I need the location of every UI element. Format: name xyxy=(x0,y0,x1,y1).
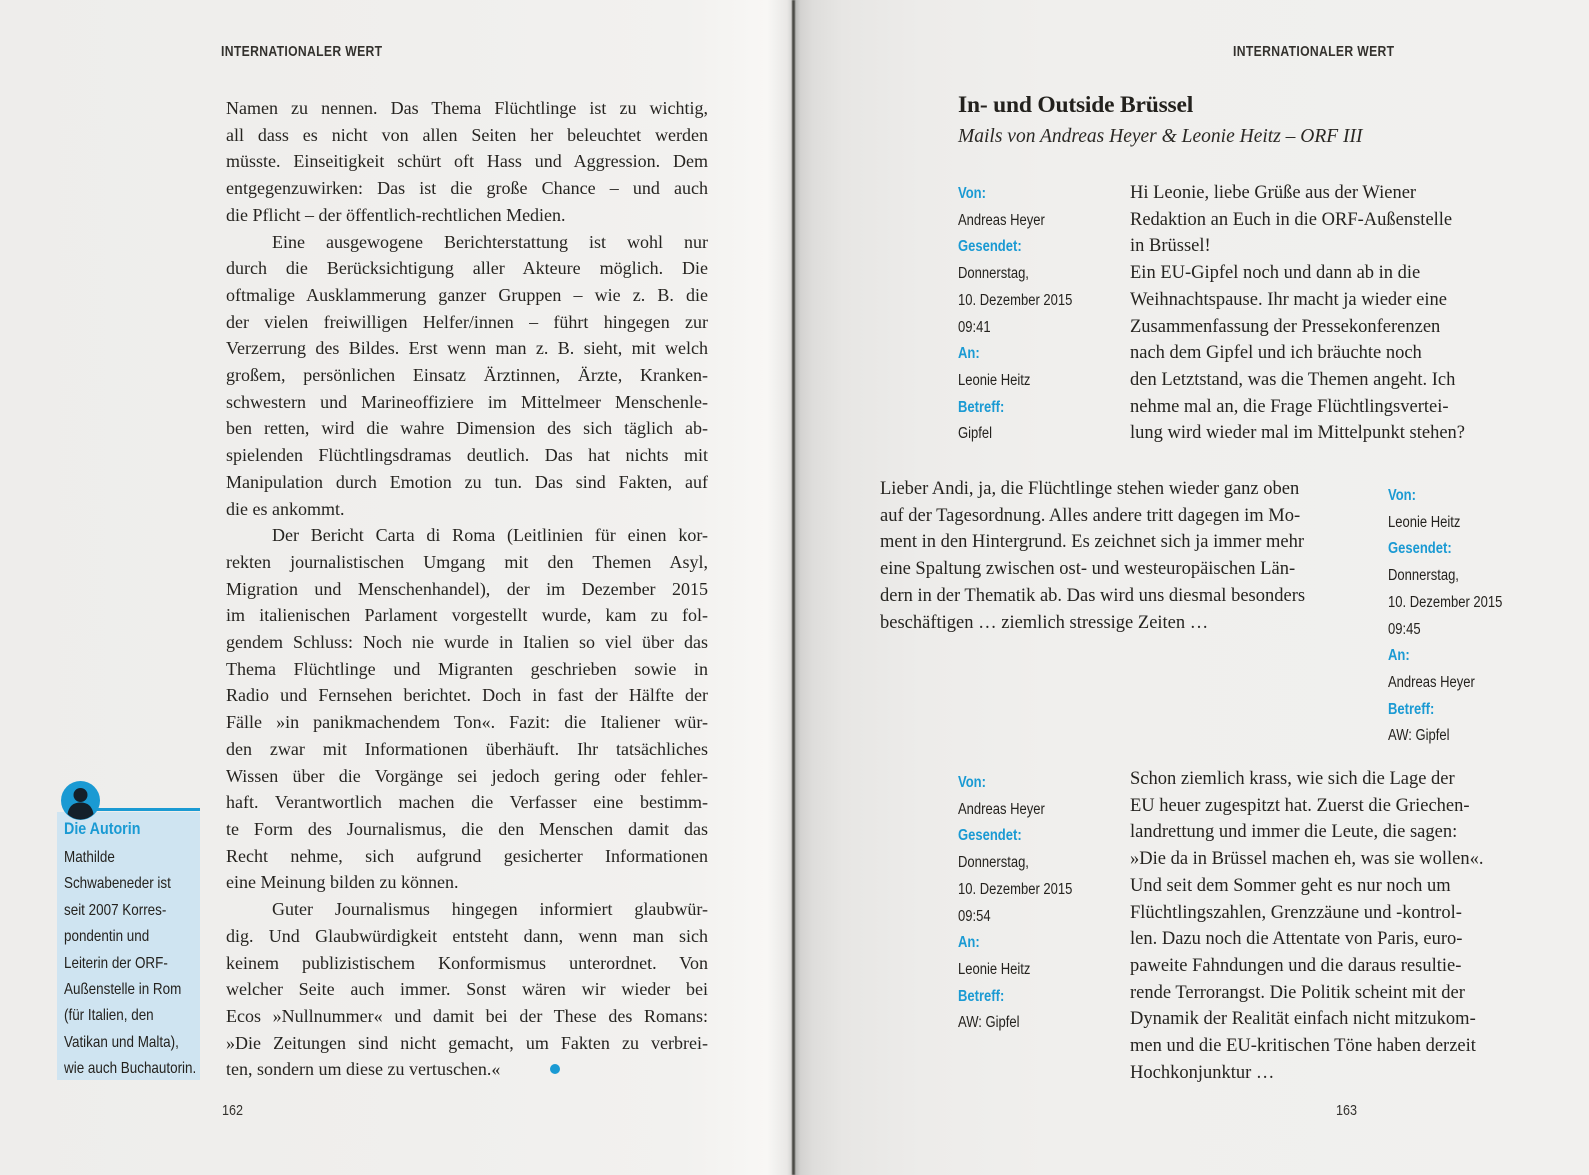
author-box-rule xyxy=(96,808,200,811)
email-meta-label: Betreff: xyxy=(958,398,1005,416)
email-meta-value: Andreas Heyer xyxy=(1388,673,1475,691)
email-meta-label: An: xyxy=(1388,647,1410,665)
email-meta-label: Von: xyxy=(958,185,986,202)
email-meta-label: Gesendet: xyxy=(1388,540,1452,558)
email-meta-value: Leonie Heitz xyxy=(958,960,1031,978)
email-meta-label: An: xyxy=(958,345,980,363)
email-meta-value: Leonie Heitz xyxy=(1388,513,1461,531)
email-meta-label: Von: xyxy=(1388,487,1416,504)
email-body: Lieber Andi, ja, die Flüchtlinge stehen wieder ganz oben auf der Tagesordnung. Alles andere tritt dagegen im Mo- ment in den Hintergrund. Es zeichnet sich ja immer mehr eine Spaltung zwischen ost- und westeuropäischen Län- dern in der Thematik ab. Das wird uns diesmal besonders beschäftigen … ziemlich stressige Zeiten … xyxy=(880,479,1306,633)
author-box-title: Die Autorin xyxy=(64,819,141,838)
email-meta-value: Leonie Heitz xyxy=(958,371,1031,389)
email-meta-value: Donnerstag, 10. Dezember 2015 09:54 xyxy=(958,854,1073,925)
body-paragraph: Der Bericht Carta di Roma (Leitlinien für einen kor- rekten journalistischen Umgang mit den Themen Asyl, Migration und Menschenhandel), der im Dezember 2015 im italienischen Parlament vorgestellt wurde, kam zu fol- gendem Schluss: Noch nie wurde in Italien so viel über das Thema Flüchtlinge und Migranten geschrieben sowie in Radio und Fernsehen berichtet. Doch in fast der Hälfte der Fälle »in panikmachendem Ton«. Fazit: die Italiener wür- den zwar mit Informationen überhäuft. Ihr tatsächliches Wissen über die Vorgänge sei jedoch gering oder fehler- haft. Verantwortlich machen die Verfasser eine bestimm- te Form des Journalismus, die den Menschen damit das Recht nehme, sich aufgrund gesicherter Informationen eine Meinung bilden zu können. xyxy=(226,525,708,893)
email-meta-value: AW: Gipfel xyxy=(1388,727,1450,745)
email-meta xyxy=(1388,483,1548,750)
person-icon xyxy=(61,781,100,820)
email-meta-value: Donnerstag, 10. Dezember 2015 09:41 xyxy=(958,265,1073,336)
article-title: In- und Outside Brüssel xyxy=(958,92,1194,118)
email-meta-label: Gesendet: xyxy=(958,238,1022,256)
page-number: 162 xyxy=(222,1102,244,1119)
article-subtitle: Mails von Andreas Heyer & Leonie Heitz – ORF III xyxy=(958,126,1363,147)
article-body-column xyxy=(226,95,708,1083)
body-paragraph: Eine ausgewogene Berichterstattung ist wohl nur durch die Berücksichtigung aller Akteure möglich. Die oftmalige Ausklammerung ganzer Gruppen – wie z. B. die der vielen freiwilligen Helfer/innen – führt hingegen zur Verzerrung des Bildes. Erst wenn man z. B. sieht, mit welch großem, persönlichen Einsatz Ärztinnen, Ärzte, Kranken- schwestern und Marineoffiziere im Mittelmeer Menschenle- ben retten, wird die wahre Dimension des sich täglich ab- spielenden Flüchtlingsdramas deutlich. Das hat nichts mit Manipulation durch Emotion zu tun. Das sind Fakten, auf die es ankommt. xyxy=(226,231,708,519)
author-box-text: Mathilde Schwabeneder ist seit 2007 Korres- pondentin und Leiterin der ORF- Außenstelle in Rom (für Italien, den Vatikan und Malta), wie auch Buchautorin. xyxy=(64,849,197,1078)
article-end-dot xyxy=(550,1064,560,1074)
email-meta-value: Donnerstag, 10. Dezember 2015 09:45 xyxy=(1388,567,1503,638)
email-meta-value: Andreas Heyer xyxy=(958,211,1045,229)
page-right xyxy=(795,0,1589,1175)
email-meta-value: AW: Gipfel xyxy=(958,1014,1020,1032)
email-meta-label: Von: xyxy=(958,774,986,791)
body-paragraph: Namen zu nennen. Das Thema Flüchtlinge ist zu wichtig, all dass es nicht von allen Seiten her beleuchtet werden müsste. Einseitigkeit schürt oft Hass und Aggression. Dem entgegenzuwirken: Das ist die große Chance – und auch die Pflicht – der öffentlich-rechtlichen Medien. xyxy=(226,98,708,225)
email-body: Hi Leonie, liebe Grüße aus der Wiener Redaktion an Euch in die ORF-Außenstelle in Brüssel! Ein EU-Gipfel noch und dann ab in die Weihnachtspause. Ihr macht ja wieder eine Zusammenfassung der Pressekonferenzen nach dem Gipfel und ich bräuchte noch den Letztstand, was die Themen angeht. Ich nehme mal an, die Frage Flüchtlingsvertei- lung wird wieder mal im Mittelpunkt stehen? xyxy=(1130,183,1465,444)
body-paragraph: Guter Journalismus hingegen informiert glaubwür- dig. Und Glaubwürdigkeit entsteht dann, wenn man sich keinem publizistischem Konformismus unterordnet. Von welcher Seite auch immer. Sonst wären wir wieder bei Ecos »Nullnummer« und damit bei der These des Romans: »Die Zeitungen sind nicht gemacht, um Fakten zu verbrei- ten, sondern um diese zu vertuschen.« xyxy=(226,899,708,1080)
email-meta-label: Gesendet: xyxy=(958,827,1022,845)
email-meta-label: Betreff: xyxy=(958,987,1005,1005)
email-body: Schon ziemlich krass, wie sich die Lage der EU heuer zugespitzt hat. Zuerst die Griechen- landrettung und immer die Leute, die sagen: »Die da in Brüssel machen eh, was sie wollen«. Und seit dem Sommer geht es nur noch um Flüchtlingszahlen, Grenzzäune und -kontrol- len. Dazu noch die Attentate von Paris, euro- paweite Fahndungen und die daraus resultie- rende Terrorangst. Die Politik scheint mit der Dynamik der Realität einfach nicht mitzukom- men und die EU-kritischen Töne haben derzeit Hochkonjunktur … xyxy=(1130,769,1484,1083)
email-meta-label: An: xyxy=(958,934,980,952)
email-meta-label: Betreff: xyxy=(1388,700,1435,718)
running-header: INTERNATIONALER WERT xyxy=(1233,44,1395,60)
page-number: 163 xyxy=(1336,1102,1358,1119)
book-gutter xyxy=(792,0,795,1175)
email-meta xyxy=(958,181,1118,448)
email-meta-value: Andreas Heyer xyxy=(958,800,1045,818)
running-header: INTERNATIONALER WERT xyxy=(221,44,383,60)
email-meta xyxy=(958,770,1118,1037)
email-meta-value: Gipfel xyxy=(958,425,993,443)
